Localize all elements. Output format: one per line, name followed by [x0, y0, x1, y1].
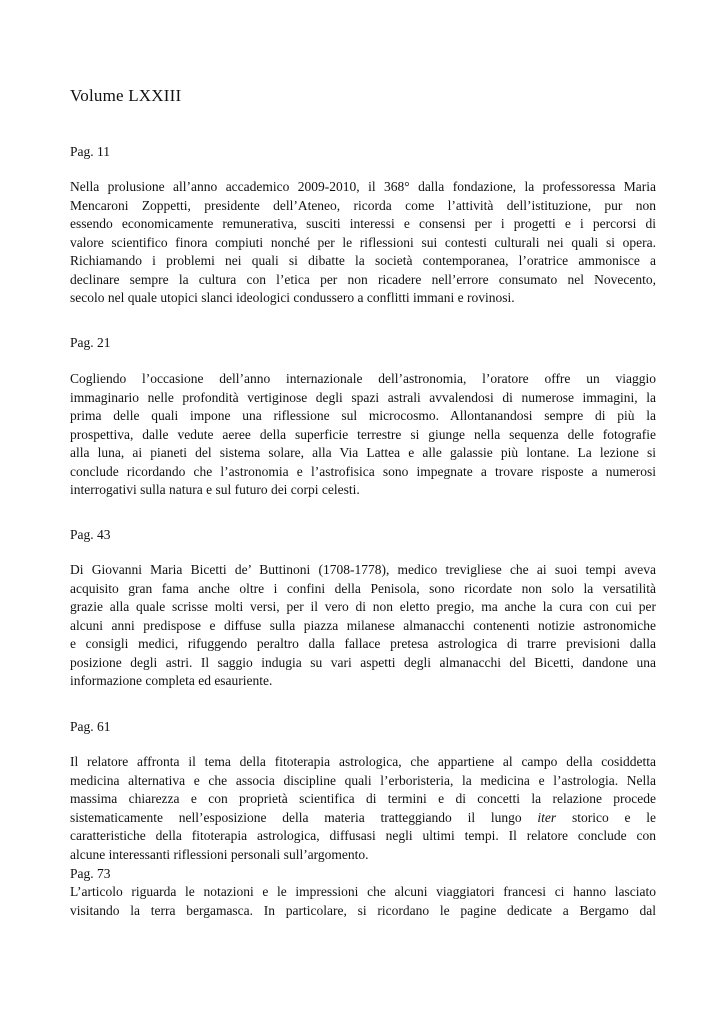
page-reference: Pag. 21 — [70, 335, 111, 350]
text-line: declinare sempre la cultura con l’etica per non ricadere nell’errore consumato nel Novecento, — [70, 271, 656, 287]
paragraph — [70, 370, 656, 500]
text-line-mixed — [70, 809, 656, 828]
text-line: caratteristiche della fitoterapia astrologica, diffusasi negli ultimi tempi. Il relatore conclude con — [70, 828, 656, 843]
paragraph — [70, 178, 656, 308]
document-page — [70, 0, 656, 1024]
page-reference: Pag. 43 — [70, 527, 111, 542]
paragraph — [70, 753, 656, 864]
page-reference: Pag. 73 — [70, 866, 111, 881]
text-line: acquisito gran fama anche oltre i confini della Penisola, sono ricordate non solo la versatilità — [70, 580, 656, 596]
text-line: Richiamando i problemi nei quali si dibatte la società contemporanea, l’oratrice ammonisce a — [70, 253, 656, 268]
text-line: grazie alla quale scrisse molti versi, per il vero di non eletto pregio, ma anche la cura con cui per — [70, 599, 656, 614]
text-line: prospettiva, dalle vedute aeree della superficie terrestre si giunge nella sequenza delle fotografie — [70, 426, 656, 442]
text-line: prima delle quali impone una riflessione sul microcosmo. Allontanandosi sempre di più la — [70, 408, 656, 423]
text-line: secolo nel quale utopici slanci ideologici condussero a conflitti immani e rovinosi. — [70, 290, 515, 305]
text-line: interrogativi sulla natura e sul futuro dei corpi celesti. — [70, 482, 360, 497]
text-line: Nella prolusione all’anno accademico 2009-2010, il 368° dalla fondazione, la professoressa Maria — [70, 179, 656, 194]
text-line: Di Giovanni Maria Bicetti de’ Buttinoni (1708-1778), medico trevigliese che ai suoi tempi aveva — [70, 562, 656, 577]
paragraph — [70, 883, 656, 920]
text-line: Cogliendo l’occasione dell’anno internazionale dell’astronomia, l’oratore offre un viaggio — [70, 371, 656, 386]
text-line: medicina alternativa e che associa discipline quali l’erboristeria, la medicina e l’astrologia. Nella — [70, 772, 656, 788]
volume-title: Volume LXXIII — [70, 86, 182, 105]
text-line: massima chiarezza e con proprietà scientifica di termini e di concetti la relazione procede — [70, 791, 656, 806]
text-line: e consigli medici, rifuggendo peraltro dalla fallace pretesa astrologica di trarre previsioni dalla — [70, 636, 656, 651]
text-line: informazione completa ed esauriente. — [70, 673, 273, 688]
text-line: Il relatore affronta il tema della fitoterapia astrologica, che appartiene al campo della cosiddetta — [70, 754, 656, 769]
text-line: conclude ricordando che l’astronomia e l’astrofisica sono impegnate a trovare risposte a numerosi — [70, 463, 656, 479]
italic-term: iter — [537, 809, 557, 825]
text-line: alcune interessanti riflessioni personali sull’argomento. — [70, 846, 369, 862]
text-line: alla luna, ai pianeti del sistema solare, alla Via Lattea e alle galassie più lontane. La lezione si — [70, 445, 656, 460]
text-line: L’articolo riguarda le notazioni e le impressioni che alcuni viaggiatori francesi ci hanno lasciato — [70, 884, 656, 899]
paragraph — [70, 561, 656, 691]
text-line: immaginario nelle profondità vertiginose degli spazi astrali avvalendosi di numerose immagini, la — [70, 389, 656, 405]
text-line: valore scientifico finora compiuti nonché per le riflessioni sui contesti culturali nei quali si opera. — [70, 234, 656, 250]
page-reference: Pag. 61 — [70, 719, 111, 734]
text-line: Mencaroni Zoppetti, presidente dell’Ateneo, ricorda come l’attività dell’istituzione, pur non — [70, 197, 656, 213]
page-reference: Pag. 11 — [70, 144, 110, 159]
text-line: alcuni anni predispose e diffuse sulla piazza milanese almanacchi contenenti notizie astronomiche — [70, 617, 656, 633]
text-line: visitando la terra bergamasca. In particolare, si ricordano le pagine dedicate a Bergamo dal — [70, 902, 656, 918]
text-segment: storico e le — [571, 809, 657, 825]
text-line: essendo economicamente remunerativa, susciti interessi e consensi per i progetti e i percorsi di — [70, 216, 656, 231]
text-line: posizione degli astri. Il saggio indugia su vari aspetti degli almanacchi del Bicetti, dandone una — [70, 654, 656, 670]
text-segment: sistematicamente nell’esposizione della materia tratteggiando il lungo — [70, 809, 522, 825]
